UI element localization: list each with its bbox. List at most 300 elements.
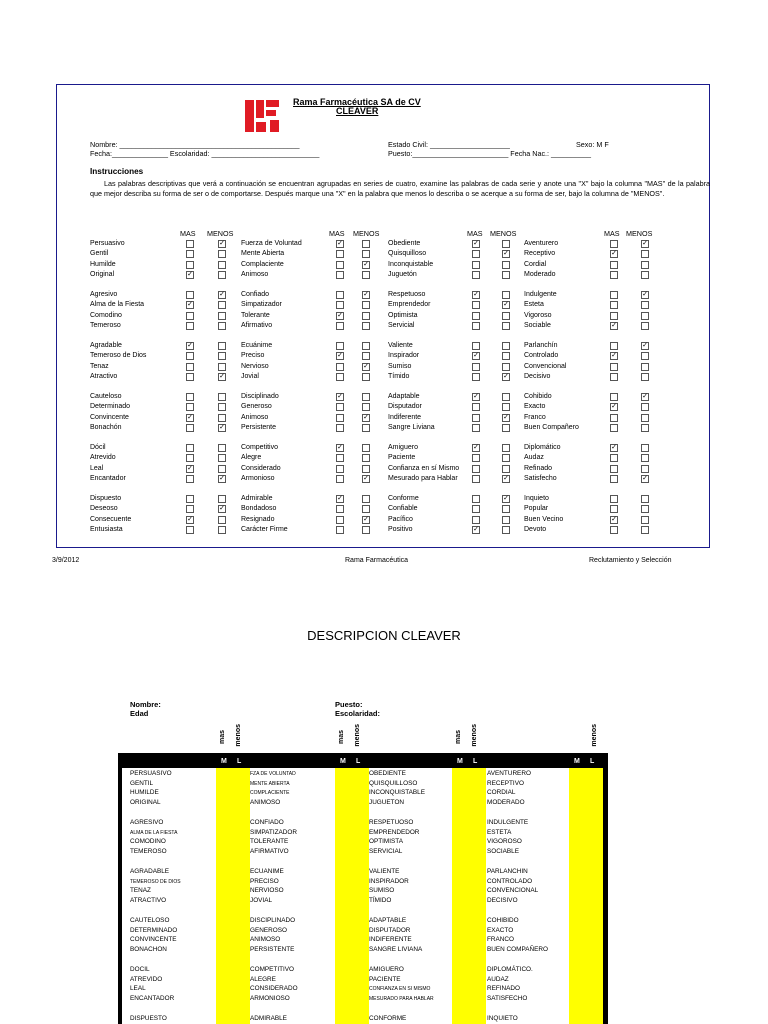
menos-checkbox[interactable] <box>218 414 226 422</box>
mas-checkbox[interactable] <box>610 454 618 462</box>
mas-checkbox[interactable] <box>336 414 344 422</box>
mas-checkbox[interactable] <box>610 495 618 503</box>
menos-checkbox[interactable]: ✓ <box>642 342 648 349</box>
mas-checkbox[interactable] <box>186 240 194 248</box>
description-word: ATRACTIVO <box>130 896 167 904</box>
menos-checkbox[interactable] <box>641 505 649 513</box>
word-label: Humilde <box>90 260 116 268</box>
menos-checkbox[interactable] <box>641 495 649 503</box>
word-label: Decisivo <box>524 373 551 381</box>
description-word: RESPETUOSO <box>369 819 414 826</box>
word-label: Persistente <box>241 424 277 432</box>
description-word: AVENTURERO <box>487 770 531 777</box>
menos-checkbox[interactable] <box>362 373 370 381</box>
description-word: AGRESIVO <box>130 819 164 826</box>
menos-checkbox[interactable] <box>502 322 510 330</box>
mas-checkbox[interactable] <box>610 363 618 371</box>
menos-checkbox[interactable] <box>362 301 370 309</box>
mas-checkbox[interactable]: ✓ <box>611 322 617 330</box>
description-word: GENEROSO <box>250 926 287 934</box>
menos-checkbox[interactable] <box>641 403 649 411</box>
sexo-field[interactable]: Sexo: M F <box>576 140 609 149</box>
word-label: Competitivo <box>241 444 278 451</box>
mas-checkbox[interactable] <box>186 454 194 462</box>
mas-checkbox[interactable] <box>336 271 344 279</box>
mas-checkbox[interactable] <box>610 414 618 422</box>
mas-checkbox[interactable] <box>472 322 480 330</box>
menos-checkbox[interactable] <box>362 312 370 320</box>
description-word: SUMISO <box>369 887 395 895</box>
menos-checkbox[interactable] <box>502 312 510 320</box>
mas-checkbox[interactable] <box>186 424 194 432</box>
description-word: EMPRENDEDOR <box>369 828 420 836</box>
description-word: SIMPATIZADOR <box>250 828 297 836</box>
menos-checkbox[interactable] <box>362 240 370 248</box>
menos-checkbox[interactable] <box>641 454 649 462</box>
menos-checkbox[interactable] <box>218 495 226 503</box>
word-label: Esteta <box>524 301 544 309</box>
menos-checkbox[interactable] <box>641 301 649 309</box>
mas-checkbox[interactable] <box>186 291 194 299</box>
description-word: TEMEROSO DE DIOS <box>130 878 181 885</box>
description-word: MENTE ABIERTA <box>250 780 290 787</box>
menos-checkbox[interactable]: ✓ <box>642 240 648 247</box>
menos-checkbox[interactable]: ✓ <box>363 260 369 268</box>
word-label: Nervioso <box>241 362 269 370</box>
menos-checkbox[interactable]: ✓ <box>642 393 648 400</box>
menos-checkbox[interactable] <box>218 444 226 452</box>
mas-checkbox[interactable] <box>186 363 194 371</box>
m-column-marker: M <box>340 758 346 765</box>
mas-checkbox[interactable] <box>336 322 344 330</box>
word-label: Adaptable <box>388 393 420 400</box>
mas-checkbox[interactable]: ✓ <box>611 515 617 523</box>
description-word: INQUIETO <box>487 1015 518 1022</box>
menos-checkbox[interactable]: ✓ <box>219 505 225 513</box>
word-label: Afirmativo <box>241 322 273 330</box>
description-word: ANIMOSO <box>250 936 281 944</box>
mas-checkbox[interactable] <box>610 393 618 401</box>
menos-checkbox[interactable] <box>362 342 370 350</box>
mas-checkbox[interactable] <box>186 312 194 320</box>
word-label: Vigoroso <box>524 311 552 319</box>
word-label: Positivo <box>388 526 413 534</box>
mas-checkbox[interactable]: ✓ <box>611 352 617 360</box>
word-label: Satisfecho <box>524 475 557 483</box>
menos-column-header: MENOS <box>626 229 653 238</box>
mas-checkbox[interactable]: ✓ <box>473 393 479 400</box>
menos-checkbox[interactable] <box>502 291 510 299</box>
m-column-marker: M <box>457 758 463 765</box>
description-word: CAUTELOSO <box>130 917 170 924</box>
description-word: RECEPTIVO <box>487 779 524 787</box>
mas-checkbox[interactable]: ✓ <box>473 352 479 360</box>
mas-checkbox[interactable]: ✓ <box>337 311 343 319</box>
menos-checkbox[interactable] <box>641 414 649 422</box>
menos-checkbox[interactable] <box>502 393 510 401</box>
mas-checkbox[interactable] <box>186 505 194 513</box>
menos-checkbox[interactable]: ✓ <box>503 301 509 309</box>
description-word: INCONQUISTABLE <box>369 789 425 797</box>
word-label: Agresivo <box>90 291 118 298</box>
word-label: Parlanchín <box>524 342 558 349</box>
word-label: Cauteloso <box>90 393 122 400</box>
menos-checkbox[interactable] <box>218 322 226 330</box>
menos-checkbox[interactable] <box>502 352 510 360</box>
menos-checkbox[interactable]: ✓ <box>219 424 225 432</box>
description-word: ORIGINAL <box>130 798 161 806</box>
menos-checkbox[interactable]: ✓ <box>363 291 369 298</box>
word-label: Buen Vecino <box>524 515 564 523</box>
mas-checkbox[interactable]: ✓ <box>473 291 479 298</box>
mas-checkbox[interactable] <box>472 250 480 258</box>
menos-checkbox[interactable] <box>362 250 370 258</box>
menos-checkbox[interactable] <box>502 403 510 411</box>
menos-checkbox[interactable] <box>362 424 370 432</box>
menos-checkbox[interactable]: ✓ <box>503 413 509 421</box>
menos-checkbox[interactable] <box>218 271 226 279</box>
menos-checkbox[interactable] <box>218 312 226 320</box>
description-word: ATREVIDO <box>130 975 163 983</box>
menos-checkbox[interactable] <box>218 516 226 524</box>
menos-checkbox[interactable] <box>502 240 510 248</box>
mas-checkbox[interactable] <box>610 240 618 248</box>
word-label: Valiente <box>388 342 413 349</box>
mas-checkbox[interactable] <box>336 250 344 258</box>
word-label: Indulgente <box>524 291 557 298</box>
menos-checkbox[interactable] <box>218 352 226 360</box>
word-label: Consecuente <box>90 515 132 523</box>
menos-checkbox[interactable] <box>218 526 226 534</box>
mas-checkbox[interactable]: ✓ <box>473 444 479 451</box>
word-label: Obediente <box>388 240 421 247</box>
word-label: Dispuesto <box>90 495 122 502</box>
menos-checkbox[interactable]: ✓ <box>219 475 225 483</box>
description-word: BUEN COMPAÑERO <box>487 945 548 953</box>
mas-checkbox[interactable] <box>336 424 344 432</box>
mas-checkbox[interactable] <box>472 475 480 483</box>
mas-checkbox[interactable] <box>472 373 480 381</box>
mas-checkbox[interactable] <box>610 465 618 473</box>
company-name: Rama Farmacéutica SA de CV <box>293 97 421 107</box>
mas-checkbox[interactable] <box>186 373 194 381</box>
mas-checkbox[interactable] <box>336 465 344 473</box>
mas-checkbox[interactable] <box>610 475 618 483</box>
word-label: Atractivo <box>90 373 118 381</box>
description-word: INDULGENTE <box>487 819 529 826</box>
menos-vertical-label: menos <box>591 724 598 747</box>
description-word: TOLERANTE <box>250 838 289 846</box>
menos-checkbox[interactable] <box>502 261 510 269</box>
mas-checkbox[interactable]: ✓ <box>337 352 343 360</box>
word-label: Sociable <box>524 322 551 330</box>
l-column-marker: L <box>237 758 242 765</box>
description-word: PACIENTE <box>369 975 401 983</box>
word-label: Admirable <box>241 495 273 502</box>
nombre-field[interactable]: Nombre: _____________________________________________ <box>90 140 300 149</box>
menos-column-header: MENOS <box>353 229 380 238</box>
menos-checkbox[interactable] <box>362 393 370 401</box>
mas-checkbox[interactable]: ✓ <box>337 444 343 451</box>
mas-checkbox[interactable] <box>610 505 618 513</box>
description-word: TÍMIDO <box>369 896 392 904</box>
mas-checkbox[interactable] <box>610 291 618 299</box>
menos-checkbox[interactable] <box>362 444 370 452</box>
mas-checkbox[interactable] <box>186 403 194 411</box>
mas-checkbox[interactable] <box>610 271 618 279</box>
description-word: COMODINO <box>130 838 166 846</box>
mas-checkbox[interactable] <box>336 475 344 483</box>
menos-checkbox[interactable]: ✓ <box>642 291 648 298</box>
mas-checkbox[interactable] <box>186 393 194 401</box>
mas-checkbox[interactable] <box>610 526 618 534</box>
mas-checkbox[interactable] <box>610 312 618 320</box>
mas-checkbox[interactable] <box>186 495 194 503</box>
mas-checkbox[interactable] <box>336 505 344 513</box>
mas-checkbox[interactable]: ✓ <box>611 250 617 258</box>
menos-checkbox[interactable] <box>218 393 226 401</box>
menos-checkbox[interactable] <box>502 516 510 524</box>
menos-checkbox[interactable] <box>218 261 226 269</box>
menos-checkbox[interactable] <box>218 301 226 309</box>
menos-checkbox[interactable] <box>641 363 649 371</box>
yellow-mark-column <box>569 768 603 1024</box>
mas-checkbox[interactable] <box>472 261 480 269</box>
mas-checkbox[interactable] <box>472 403 480 411</box>
description-word: NERVIOSO <box>250 887 284 895</box>
desc-escolaridad-label: Escolaridad: <box>335 709 381 718</box>
menos-checkbox[interactable] <box>641 444 649 452</box>
word-label: Paciente <box>388 454 416 462</box>
mas-checkbox[interactable] <box>472 414 480 422</box>
mas-checkbox[interactable] <box>186 475 194 483</box>
word-label: Agradable <box>90 342 122 349</box>
mas-checkbox[interactable]: ✓ <box>187 413 193 421</box>
yellow-mark-column <box>452 768 486 1024</box>
menos-checkbox[interactable]: ✓ <box>503 475 509 483</box>
description-word: ALMA DE LA FIESTA <box>130 829 178 836</box>
mas-checkbox[interactable] <box>186 322 194 330</box>
mas-checkbox[interactable]: ✓ <box>187 301 193 309</box>
word-label: Determinado <box>90 403 131 411</box>
menos-checkbox[interactable] <box>641 250 649 258</box>
word-label: Preciso <box>241 352 265 360</box>
menos-checkbox[interactable] <box>218 454 226 462</box>
menos-checkbox[interactable] <box>502 505 510 513</box>
mas-checkbox[interactable] <box>336 363 344 371</box>
l-column-marker: L <box>590 758 595 765</box>
menos-checkbox[interactable] <box>218 250 226 258</box>
description-word: CONFIADO <box>250 819 284 826</box>
menos-checkbox[interactable]: ✓ <box>219 373 225 381</box>
company-logo <box>243 96 281 134</box>
mas-checkbox[interactable]: ✓ <box>187 271 193 279</box>
mas-checkbox[interactable] <box>336 403 344 411</box>
word-label: Confiado <box>241 291 270 298</box>
word-label: Franco <box>524 413 546 421</box>
menos-checkbox[interactable] <box>502 424 510 432</box>
mas-checkbox[interactable] <box>186 526 194 534</box>
menos-checkbox[interactable] <box>502 465 510 473</box>
mas-checkbox[interactable] <box>336 526 344 534</box>
description-word: MODERADO <box>487 798 525 806</box>
mas-vertical-label: mas <box>455 730 462 745</box>
menos-checkbox[interactable] <box>218 342 226 350</box>
word-label: Carácter Firme <box>241 526 288 534</box>
word-label: Dócil <box>90 444 106 451</box>
word-label: Popular <box>524 505 549 513</box>
footer-department: Reclutamiento y Selección <box>589 557 672 564</box>
description-word: DIPLOMÁTICO. <box>487 966 533 973</box>
menos-checkbox[interactable] <box>502 363 510 371</box>
menos-checkbox[interactable] <box>362 403 370 411</box>
menos-checkbox[interactable]: ✓ <box>503 495 509 502</box>
menos-checkbox[interactable]: ✓ <box>503 250 509 258</box>
description-word: MESURADO PARA HABLAR <box>369 995 434 1002</box>
menos-checkbox[interactable] <box>641 465 649 473</box>
menos-checkbox[interactable] <box>641 526 649 534</box>
menos-checkbox[interactable] <box>218 465 226 473</box>
mas-checkbox[interactable] <box>186 250 194 258</box>
description-word: PARLANCHIN <box>487 868 528 875</box>
mas-checkbox[interactable] <box>336 261 344 269</box>
mas-checkbox[interactable] <box>186 444 194 452</box>
description-word: BONACHON <box>130 945 167 953</box>
description-word: CONTROLADO <box>487 877 533 885</box>
menos-checkbox[interactable]: ✓ <box>503 373 509 381</box>
mas-checkbox[interactable]: ✓ <box>473 240 479 247</box>
menos-checkbox[interactable] <box>641 312 649 320</box>
mas-checkbox[interactable] <box>610 373 618 381</box>
word-label: Deseoso <box>90 505 118 513</box>
word-label: Juguetón <box>388 271 417 279</box>
word-label: Mesurado para Hablar <box>388 475 458 483</box>
mas-checkbox[interactable] <box>336 454 344 462</box>
mas-checkbox[interactable] <box>186 352 194 360</box>
word-label: Temeroso de Dios <box>90 352 147 360</box>
menos-checkbox[interactable]: ✓ <box>363 413 369 421</box>
mas-checkbox[interactable] <box>472 271 480 279</box>
menos-checkbox[interactable] <box>362 271 370 279</box>
yellow-mark-column <box>335 768 369 1024</box>
menos-checkbox[interactable] <box>641 516 649 524</box>
mas-checkbox[interactable] <box>472 301 480 309</box>
menos-checkbox[interactable] <box>362 352 370 360</box>
estado-civil-field[interactable]: Estado Civil: ____________________ <box>388 140 510 149</box>
word-label: Complaciente <box>241 260 284 268</box>
mas-checkbox[interactable]: ✓ <box>187 342 193 349</box>
menos-checkbox[interactable]: ✓ <box>363 362 369 370</box>
mas-checkbox[interactable] <box>336 342 344 350</box>
mas-checkbox[interactable] <box>472 465 480 473</box>
menos-checkbox[interactable] <box>218 363 226 371</box>
menos-checkbox[interactable] <box>641 424 649 432</box>
menos-checkbox[interactable] <box>218 403 226 411</box>
description-word: ADMIRABLE <box>250 1015 287 1022</box>
desc-puesto-label: Puesto: <box>335 700 363 709</box>
mas-checkbox[interactable]: ✓ <box>337 240 343 247</box>
menos-checkbox[interactable]: ✓ <box>363 475 369 483</box>
menos-checkbox[interactable] <box>362 322 370 330</box>
mas-checkbox[interactable] <box>472 495 480 503</box>
mas-checkbox[interactable]: ✓ <box>187 464 193 472</box>
mas-checkbox[interactable] <box>472 342 480 350</box>
word-label: Alma de la Fiesta <box>90 301 145 309</box>
description-word: ALEGRE <box>250 975 276 983</box>
mas-checkbox[interactable]: ✓ <box>187 515 193 523</box>
mas-checkbox[interactable] <box>610 261 618 269</box>
menos-checkbox[interactable] <box>641 271 649 279</box>
mas-checkbox[interactable] <box>610 424 618 432</box>
mas-checkbox[interactable] <box>472 454 480 462</box>
mas-checkbox[interactable] <box>472 516 480 524</box>
fecha-escolaridad-field[interactable]: Fecha:______________ Escolaridad: ___________________________ <box>90 149 320 158</box>
mas-checkbox[interactable]: ✓ <box>611 403 617 411</box>
menos-checkbox[interactable] <box>362 454 370 462</box>
menos-checkbox[interactable] <box>641 261 649 269</box>
description-word: SERVICIAL <box>369 847 403 855</box>
mas-checkbox[interactable]: ✓ <box>611 444 617 451</box>
mas-checkbox[interactable] <box>472 424 480 432</box>
description-word: AMIGUERO <box>369 966 404 973</box>
mas-checkbox[interactable] <box>186 261 194 269</box>
m-column-marker: M <box>574 758 580 765</box>
mas-checkbox[interactable] <box>472 363 480 371</box>
mas-checkbox[interactable] <box>472 505 480 513</box>
menos-checkbox[interactable] <box>502 271 510 279</box>
mas-checkbox[interactable] <box>610 342 618 350</box>
menos-checkbox[interactable] <box>641 352 649 360</box>
menos-checkbox[interactable] <box>641 373 649 381</box>
mas-column-header: MAS <box>604 229 620 238</box>
menos-vertical-label: menos <box>354 724 361 747</box>
menos-checkbox[interactable] <box>362 526 370 534</box>
menos-checkbox[interactable]: ✓ <box>219 291 225 298</box>
mas-checkbox[interactable] <box>472 312 480 320</box>
mas-checkbox[interactable] <box>336 291 344 299</box>
word-label: Tímido <box>388 373 410 381</box>
mas-checkbox[interactable] <box>336 373 344 381</box>
mas-checkbox[interactable] <box>336 301 344 309</box>
word-label: Convencional <box>524 362 567 370</box>
menos-checkbox[interactable] <box>502 526 510 534</box>
mas-checkbox[interactable]: ✓ <box>337 393 343 400</box>
menos-checkbox[interactable] <box>502 454 510 462</box>
word-label: Indiferente <box>388 413 422 421</box>
mas-checkbox[interactable] <box>610 301 618 309</box>
mas-column-header: MAS <box>467 229 483 238</box>
mas-checkbox[interactable]: ✓ <box>473 526 479 534</box>
menos-checkbox[interactable]: ✓ <box>642 475 648 483</box>
menos-checkbox[interactable] <box>362 465 370 473</box>
mas-checkbox[interactable] <box>336 516 344 524</box>
menos-checkbox[interactable]: ✓ <box>363 515 369 523</box>
word-label: Considerado <box>241 464 281 472</box>
menos-checkbox[interactable] <box>362 495 370 503</box>
menos-checkbox[interactable] <box>502 342 510 350</box>
instructions-heading: Instrucciones <box>90 167 144 176</box>
description-title: DESCRIPCION CLEAVER <box>307 628 461 643</box>
puesto-fecha-nac-field[interactable]: Puesto:________________________ Fecha Nac.: __________ <box>388 149 592 158</box>
mas-checkbox[interactable]: ✓ <box>337 495 343 502</box>
menos-checkbox[interactable] <box>362 505 370 513</box>
mas-column-header: MAS <box>329 229 345 238</box>
menos-checkbox[interactable] <box>502 444 510 452</box>
menos-checkbox[interactable]: ✓ <box>219 240 225 247</box>
word-label: Pacífico <box>388 515 413 523</box>
description-word: INDIFERENTE <box>369 936 412 944</box>
menos-checkbox[interactable] <box>641 322 649 330</box>
